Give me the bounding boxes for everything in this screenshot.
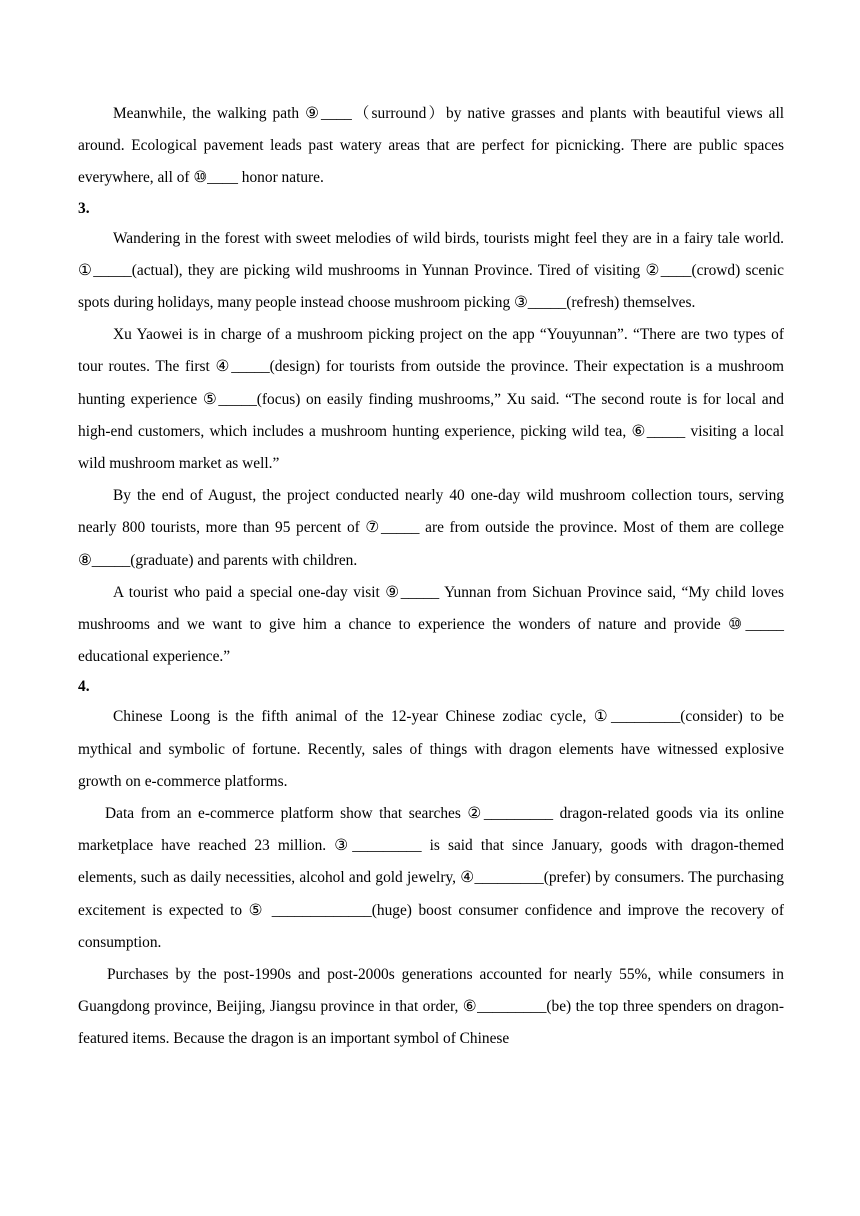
paragraph-end-of-august: By the end of August, the project conducted nearly 40 one-day wild mushroom collection tours, serving nearly 800 tourists, more than 95 percent of ⑦_____ are from outside the province. Most of them are college ⑧_____(graduate) and parents with children. bbox=[78, 487, 784, 569]
paragraph-tourist-sichuan: A tourist who paid a special one-day visit ⑨_____ Yunnan from Sichuan Province said, “My child loves mushrooms and we want to give him a chance to experience the wonders of nature and provide ⑩_____ educational experience.” bbox=[78, 583, 784, 666]
paragraph-chinese-loong: Chinese Loong is the fifth animal of the 12-year Chinese zodiac cycle, ①_________(consider) to be mythical and symbolic of fortune. Recently, sales of things with dragon elements have witnessed explosive growth on e-commerce platforms. bbox=[78, 708, 784, 790]
section-heading-4: 4. bbox=[78, 678, 90, 696]
section-heading-3: 3. bbox=[78, 199, 90, 217]
paragraph-purchases-generations: Purchases by the post-1990s and post-2000s generations accounted for nearly 55%, while consumers in Guangdong province, Beijing, Jiangsu province in that order, ⑥_________(be) the top three spenders on dragon-featured items. Because the dragon is an important symbol of Chinese bbox=[78, 966, 784, 1048]
paragraph-forest-wandering: Wandering in the forest with sweet melodies of wild birds, tourists might feel they are in a fairy tale world. ①_____(actual), they are picking wild mushrooms in Yunnan Province. Tired of visiting ②____(crowd) scenic spots during holidays, many people instead choose mushroom picking ③_____(refresh) themselves. bbox=[78, 229, 784, 312]
document-page bbox=[78, 98, 784, 1056]
paragraph-xu-yaowei: Xu Yaowei is in charge of a mushroom picking project on the app “Youyunnan”. “There are two types of tour routes. The first ④_____(design) for tourists from outside the province. Their expectation is a mushroom hunting experience ⑤_____(focus) on easily finding mushrooms,” Xu said. “The second route is for local and high-end customers, which includes a mushroom hunting experience, picking wild tea, ⑥_____ visiting a local wild mushroom market as well.” bbox=[78, 326, 784, 473]
paragraph-ecommerce-data: Data from an e-commerce platform show that searches ②_________ dragon-related goods via its online marketplace have reached 23 million. ③_________ is said that since January, goods with dragon-themed elements, such as daily necessities, alcohol and gold jewelry, ④_________(prefer) by consumers. The purchasing excitement is expected to ⑤ _____________(huge) boost consumer confidence and improve the recovery of consumption. bbox=[78, 805, 784, 951]
paragraph-walking-path: Meanwhile, the walking path ⑨____（surround）by native grasses and plants with beautiful views all around. Ecological pavement leads past watery areas that are perfect for picnicking. There are public spaces everywhere, all of ⑩____ honor nature. bbox=[78, 105, 784, 187]
